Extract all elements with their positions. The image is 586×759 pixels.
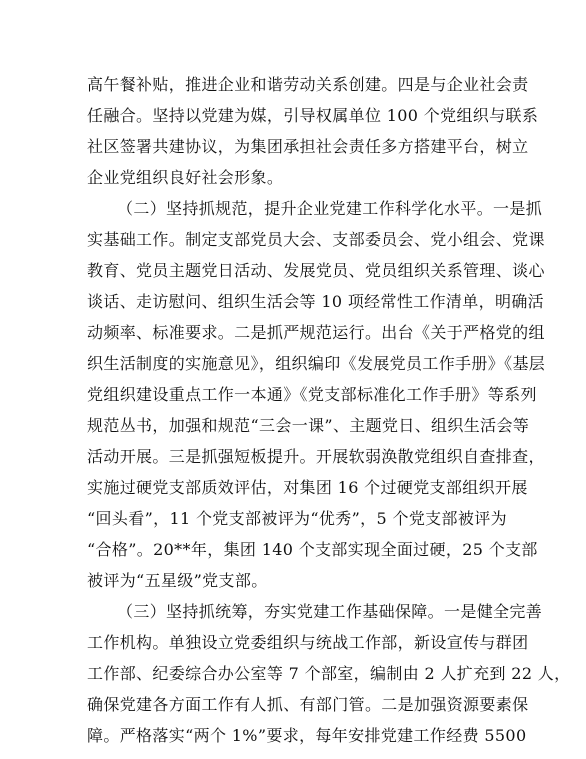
text-line: 工作部、纪委综合办公室等 7 个部室，编制由 2 人扩充到 22 人， [87,664,571,683]
text-line: 确保党建各方面工作有人抓、有部门管。二是加强资源要素保 [87,695,529,714]
text-line: 谈话、走访慰问、组织生活会等 10 项经常性工作清单，明确活 [87,292,545,311]
paragraph-heading-line: （三）坚持抓统筹，夯实党建工作基础保障。一是健全完善 [117,602,543,621]
text-line: 被评为“五星级”党支部。 [87,571,268,590]
text-line: 实基础工作。制定支部党员大会、支部委员会、党小组会、党课 [87,230,545,249]
text-line: 任融合。坚持以党建为媒，引导权属单位 100 个党组织与联系 [87,106,539,125]
text-line: 党组织建设重点工作一本通》《党支部标准化工作手册》等系列 [87,385,537,404]
text-line: 活动开展。三是抓强短板提升。开展软弱涣散党组织自查排查， [87,447,545,466]
text-line: 企业党组织良好社会形象。 [87,168,284,187]
text-line: 障。严格落实“两个 1%”要求，每年安排党建工作经费 5500 [87,726,527,745]
text-line: 教育、党员主题党日活动、发展党员、党员组织关系管理、谈心 [87,261,545,280]
paragraph-heading-line: （二）坚持抓规范，提升企业党建工作科学化水平。一是抓 [117,199,543,218]
text-line: 工作机构。单独设立党委组织与统战工作部，新设宣传与群团 [87,633,529,652]
text-line: “回头看”，11 个党支部被评为“优秀”，5 个党支部被评为 [87,509,507,528]
text-line: 实施过硬党支部质效评估，对集团 16 个过硬党支部组织开展 [87,478,528,497]
text-line: 织生活制度的实施意见》，组织编印《发展党员工作手册》《基层 [87,354,546,373]
text-line: 社区签署共建协议，为集团承担社会责任多方搭建平台，树立 [87,137,529,156]
text-line: 规范丛书，加强和规范“三会一课”、主题党日、组织生活会等 [87,416,530,435]
text-line: 动频率、标准要求。二是抓严规范运行。出台《关于严格党的组 [87,323,545,342]
text-line: “合格”。20**年，集团 140 个支部实现全面过硬，25 个支部 [87,540,538,559]
text-line: 高午餐补贴，推进企业和谐劳动关系创建。四是与企业社会责 [87,75,529,94]
